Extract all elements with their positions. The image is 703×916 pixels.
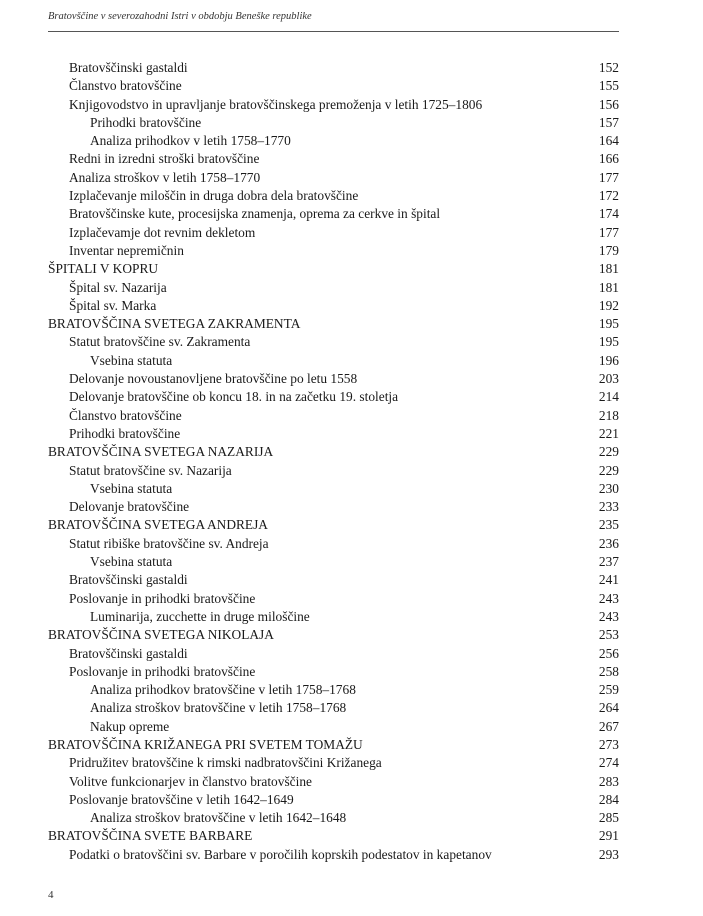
toc-entry-title: Poslovanje in prihodki bratovščine [69,590,256,606]
toc-entry-title: Vsebina statuta [90,352,173,368]
toc-entry-page: 253 [598,627,619,643]
toc-entry [48,699,619,717]
toc-chapter [48,260,619,278]
toc-entry-page: 203 [598,371,619,387]
toc-entry-page: 181 [598,261,619,277]
toc-entry-title: BRATOVŠČINA KRIŽANEGA PRI SVETEM TOMAŽU [48,736,363,752]
toc-entry-title: Volitve funkcionarjev in članstvo bratovščine [69,773,312,789]
toc-entry [48,333,619,351]
toc-entry-page: 172 [598,188,619,204]
toc-entry [48,498,619,516]
toc-entry-title: Delovanje bratovščine [69,499,190,515]
toc-entry-page: 195 [598,334,619,350]
toc-entry [48,718,619,736]
toc-entry-title: Špital sv. Marka [69,297,157,313]
toc-entry-page: 195 [598,316,619,332]
toc-entry-page: 273 [598,736,619,752]
toc-entry [48,553,619,571]
toc-entry [48,846,619,864]
toc-entry-title: Analiza prihodkov v letih 1758–1770 [90,133,291,149]
header-rule [48,31,619,32]
toc-entry [48,590,619,608]
toc-chapter [48,626,619,644]
toc-entry [48,773,619,791]
toc-entry-page: 285 [598,810,619,826]
toc-entry-page: 293 [598,846,619,862]
toc-entry-title: Špital sv. Nazarija [69,279,167,295]
toc-entry-page: 218 [598,407,619,423]
toc-entry-title: Analiza stroškov bratovščine v letih 1758–1768 [90,700,347,716]
toc-entry-page: 155 [598,78,619,94]
toc-entry-title: Podatki o bratovščini sv. Barbare v poročilih koprskih podestatov in kapetanov [69,846,492,862]
toc-entry [48,425,619,443]
toc-entry-title: Analiza stroškov v letih 1758–1770 [69,169,261,185]
toc-entry-title: Članstvo bratovščine [69,407,182,423]
toc-entry-page: 196 [598,352,619,368]
toc-entry [48,96,619,114]
table-of-contents [48,59,619,864]
toc-entry-page: 233 [598,499,619,515]
toc-entry-page: 221 [598,425,619,441]
toc-entry-page: 258 [598,663,619,679]
toc-entry-title: Statut bratovščine sv. Nazarija [69,462,232,478]
toc-entry-title: Bratovščinski gastaldi [69,572,188,588]
toc-entry-page: 152 [598,60,619,75]
running-header: Bratovščine v severozahodni Istri v obdobju Beneške republike [48,11,312,22]
toc-entry-title: Izplačevamje dot revnim dekletom [69,224,256,240]
toc-entry-title: Izplačevanje miloščin in druga dobra dela bratovščine [69,188,359,204]
toc-entry-page: 237 [598,554,619,570]
toc-entry-title: Poslovanje in prihodki bratovščine [69,663,256,679]
toc-entry-page: 181 [598,279,619,295]
toc-entry-page: 174 [598,206,619,222]
toc-entry-page: 256 [598,645,619,661]
toc-entry-page: 236 [598,535,619,551]
toc-entry-title: Pridružitev bratovščine k rimski nadbratovščini Križanega [69,755,382,771]
toc-entry [48,297,619,315]
toc-entry-title: Knjigovodstvo in upravljanje bratovščinskega premoženja v letih 1725–1806 [69,96,483,112]
toc-entry [48,150,619,168]
toc-entry [48,169,619,187]
toc-chapter [48,736,619,754]
toc-entry [48,132,619,150]
toc-entry-title: Prihodki bratovščine [69,425,181,441]
toc-entry-page: 235 [598,517,619,533]
toc-entry-title: ŠPITALI V KOPRU [48,261,159,277]
toc-entry [48,77,619,95]
toc-entry [48,114,619,132]
toc-entry-title: Analiza stroškov bratovščine v letih 1642–1648 [90,810,347,826]
toc-entry-title: Inventar nepremičnin [69,242,184,258]
toc-entry-title: Članstvo bratovščine [69,78,182,94]
toc-entry [48,59,619,77]
toc-entry-title: Nakup opreme [90,718,170,734]
toc-entry-page: 243 [598,608,619,624]
toc-entry-title: Analiza prihodkov bratovščine v letih 1758–1768 [90,682,356,698]
toc-entry-page: 264 [598,700,619,716]
toc-entry [48,571,619,589]
toc-entry-title: Delovanje bratovščine ob koncu 18. in na začetku 19. stoletja [69,389,399,405]
page-number: 4 [48,889,54,901]
toc-entry [48,663,619,681]
toc-entry-page: 284 [598,791,619,807]
toc-entry-page: 229 [598,462,619,478]
toc-entry [48,205,619,223]
toc-entry-title: BRATOVŠČINA SVETEGA ZAKRAMENTA [48,316,301,332]
toc-entry-title: Statut ribiške bratovščine sv. Andreja [69,535,269,551]
toc-entry-title: Vsebina statuta [90,554,173,570]
toc-entry [48,407,619,425]
toc-entry-page: 259 [598,682,619,698]
toc-entry-title: Vsebina statuta [90,480,173,496]
toc-entry-title: Prihodki bratovščine [90,114,202,130]
toc-chapter [48,443,619,461]
toc-chapter [48,516,619,534]
toc-entry [48,462,619,480]
toc-entry-title: BRATOVŠČINA SVETEGA NAZARIJA [48,444,274,460]
toc-entry-page: 177 [598,224,619,240]
toc-entry [48,187,619,205]
toc-entry-page: 177 [598,169,619,185]
toc-entry-title: Bratovščinske kute, procesijska znamenja, oprema za cerkve in špital [69,206,441,222]
toc-entry [48,645,619,663]
toc-entry-page: 192 [598,297,619,313]
toc-chapter [48,315,619,333]
toc-entry [48,480,619,498]
toc-entry-page: 166 [598,151,619,167]
toc-entry-page: 283 [598,773,619,789]
toc-entry-title: BRATOVŠČINA SVETEGA NIKOLAJA [48,627,274,643]
toc-entry-page: 230 [598,480,619,496]
toc-entry [48,370,619,388]
toc-entry-page: 156 [598,96,619,112]
toc-entry [48,279,619,297]
toc-entry [48,608,619,626]
toc-entry-title: Statut bratovščine sv. Zakramenta [69,334,251,350]
toc-entry-page: 243 [598,590,619,606]
toc-entry [48,242,619,260]
toc-entry-page: 179 [598,242,619,258]
toc-entry-title: BRATOVŠČINA SVETEGA ANDREJA [48,517,268,533]
toc-entry-page: 291 [598,828,619,844]
toc-chapter [48,827,619,845]
toc-entry [48,224,619,242]
toc-entry-title: BRATOVŠČINA SVETE BARBARE [48,828,253,844]
toc-entry-title: Bratovščinski gastaldi [69,60,188,75]
toc-entry-page: 241 [598,572,619,588]
toc-entry-title: Delovanje novoustanovljene bratovščine po letu 1558 [69,371,358,387]
toc-entry-title: Bratovščinski gastaldi [69,645,188,661]
toc-entry [48,352,619,370]
toc-entry [48,535,619,553]
toc-entry [48,809,619,827]
toc-entry [48,681,619,699]
toc-entry-title: Luminarija, zucchette in druge miloščine [90,608,310,624]
toc-entry [48,754,619,772]
toc-entry [48,388,619,406]
toc-entry-page: 267 [598,718,619,734]
toc-entry-page: 214 [598,389,619,405]
toc-entry-page: 229 [598,444,619,460]
toc-entry-page: 157 [598,114,619,130]
toc-entry-title: Poslovanje bratovščine v letih 1642–1649 [69,791,294,807]
toc-entry-page: 274 [598,755,619,771]
toc-entry-title: Redni in izredni stroški bratovščine [69,151,260,167]
toc-entry-page: 164 [598,133,619,149]
toc-entry [48,791,619,809]
